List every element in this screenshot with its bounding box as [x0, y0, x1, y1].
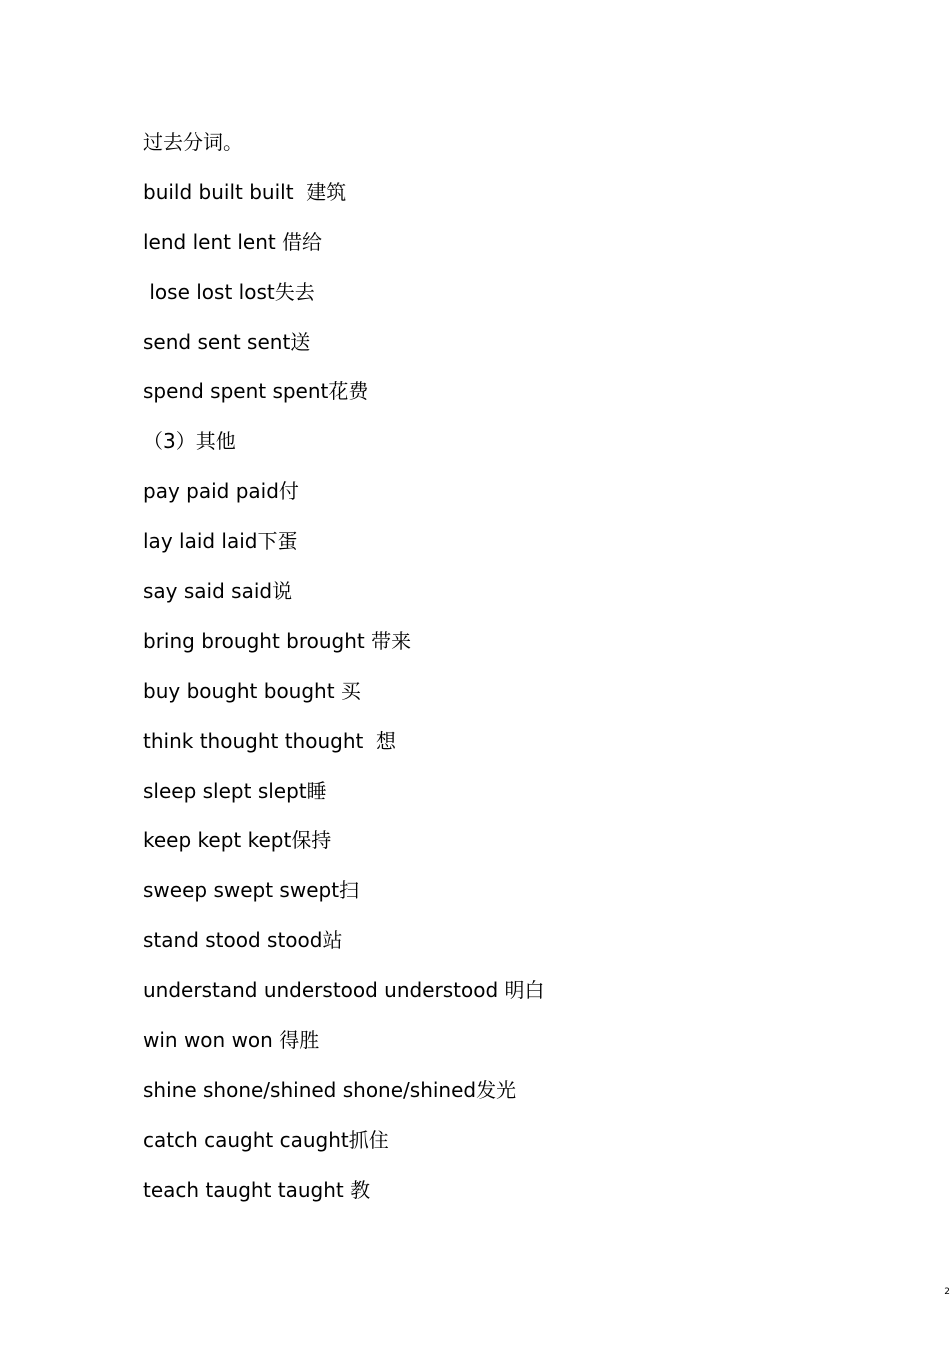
- text-line: send sent sent送: [143, 329, 311, 354]
- text-line: sweep swept swept扫: [143, 878, 360, 903]
- text-line: shine shone/shined shone/shined发光: [143, 1077, 517, 1102]
- text-line: spend spent spent花费: [143, 379, 369, 404]
- text-line: understand understood understood 明白: [143, 978, 545, 1003]
- text-line: think thought thought 想: [143, 728, 397, 753]
- text-line: lose lost lost失去: [143, 279, 315, 304]
- text-line: buy bought bought 买: [143, 678, 361, 703]
- section-heading: （3）其他: [143, 429, 236, 454]
- text-line: pay paid paid付: [143, 479, 299, 504]
- text-line: lend lent lent 借给: [143, 229, 323, 254]
- page-number: 2: [944, 1287, 950, 1297]
- text-line: stand stood stood站: [143, 928, 343, 953]
- text-line: catch caught caught抓住: [143, 1127, 389, 1152]
- text-line: sleep slept slept睡: [143, 778, 327, 803]
- text-line: teach taught taught 教: [143, 1177, 371, 1202]
- text-line: lay laid laid下蛋: [143, 529, 298, 554]
- text-line: build built built 建筑: [143, 179, 347, 204]
- document-body: [143, 128, 903, 1226]
- text-line: keep kept kept保持: [143, 828, 332, 853]
- text-line: win won won 得胜: [143, 1028, 320, 1053]
- text-line: say said said说: [143, 579, 293, 604]
- text-line: bring brought brought 带来: [143, 628, 412, 653]
- text-line: 过去分词。: [143, 130, 243, 154]
